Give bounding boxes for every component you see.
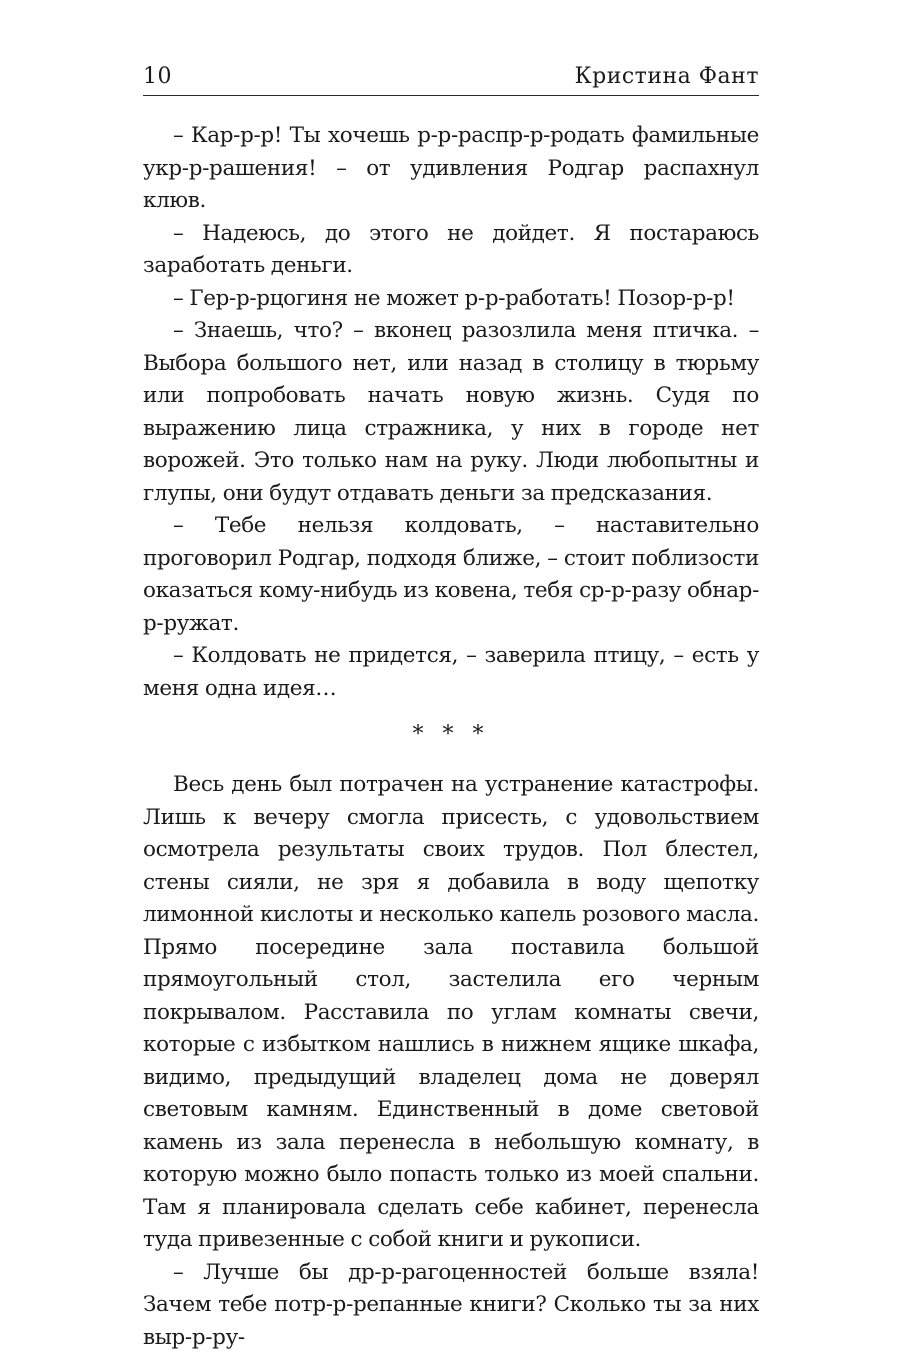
book-page [143, 64, 759, 1354]
author-name: Кристина Фант [575, 64, 759, 89]
section-break: * * * [143, 719, 759, 751]
page-number: 10 [143, 64, 172, 89]
paragraph: – Надеюсь, до этого не дойдет. Я постараюсь заработать деньги. [143, 218, 759, 283]
paragraph: – Тебе нельзя колдовать, – наставительно проговорил Родгар, подходя ближе, – стоит поблизости оказаться кому-нибудь из ковена, тебя ср-р-разу обнар-р-ружат. [143, 510, 759, 640]
text-block-before [143, 120, 759, 705]
header-rule [143, 95, 759, 96]
paragraph: – Знаешь, что? – вконец разозлила меня птичка. – Выбора большого нет, или назад в столицу в тюрьму или попробовать начать новую жизнь. Судя по выражению лица стражника, у них в городе нет ворожей. Это только нам на руку. Люди любопытны и глупы, они будут отдавать деньги за предсказания. [143, 315, 759, 510]
paragraph: – Лучше бы др-р-рагоценностей больше взяла! Зачем тебе потр-р-репанные книги? Сколько ты за них выр-р-ру- [143, 1257, 759, 1354]
paragraph: – Колдовать не придется, – заверила птицу, – есть у меня одна идея… [143, 640, 759, 705]
running-head [143, 64, 759, 95]
text-block-after [143, 769, 759, 1354]
paragraph: – Кар-р-р! Ты хочешь р-р-распр-р-родать фамильные укр-р-рашения! – от удивления Родгар распахнул клюв. [143, 120, 759, 218]
paragraph: Весь день был потрачен на устранение катастрофы. Лишь к вечеру смогла присесть, с удовольствием осмотрела результаты своих трудов. Пол блестел, стены сияли, не зря я добавила в воду щепотку лимонной кислоты и несколько капель розового масла. Прямо посередине зала поставила большой прямоугольный стол, застелила его черным покрывалом. Расставила по углам комнаты свечи, которые с избытком нашлись в нижнем ящике шкафа, видимо, предыдущий владелец дома не доверял световым камням. Единственный в доме световой камень из зала перенесла в небольшую комнату, в которую можно было попасть только из моей спальни. Там я планировала сделать себе кабинет, перенесла туда привезенные с собой книги и рукописи. [143, 769, 759, 1257]
paragraph: – Гер-р-рцогиня не может р-р-работать! Позор-р-р! [143, 283, 759, 316]
